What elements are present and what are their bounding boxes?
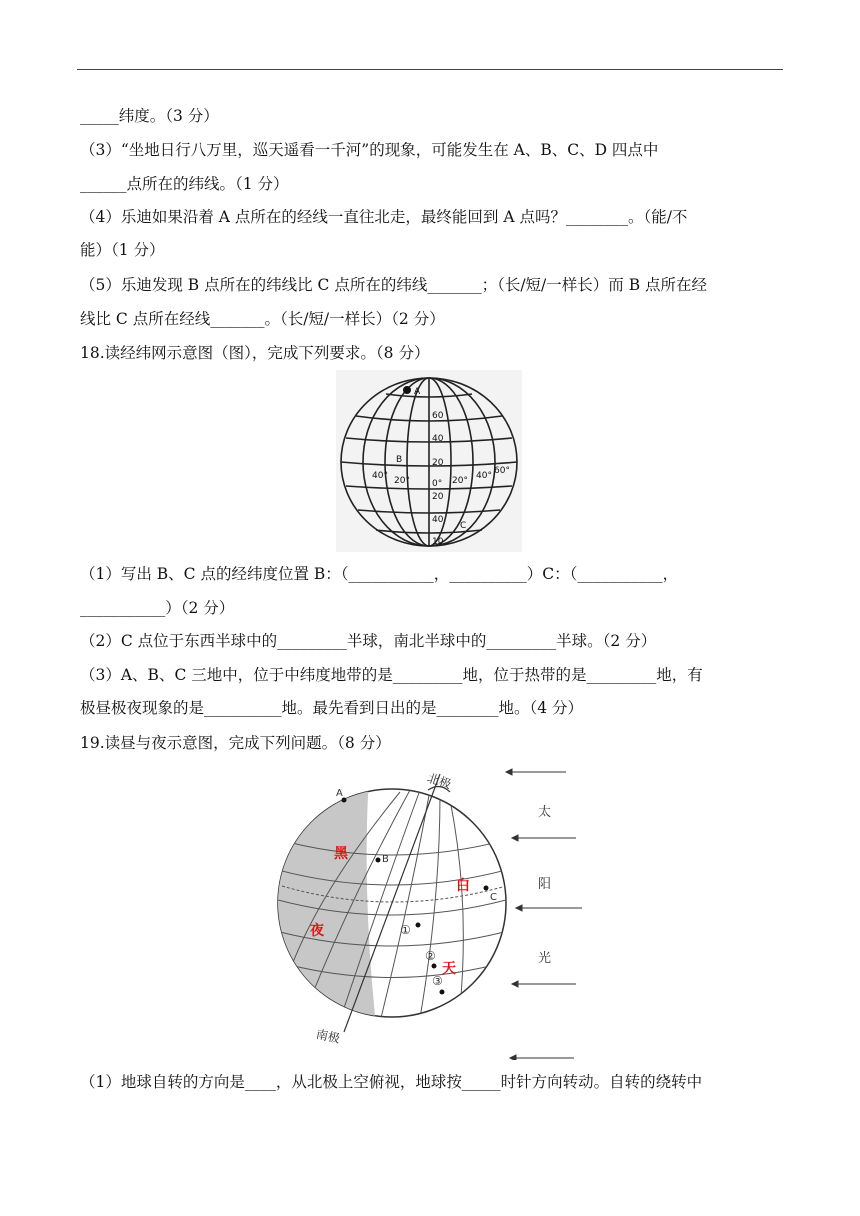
text-line-12: （3）A、B、C 三地中，位于中纬度地带的是_________地，位于热带的是_________地，有 (80, 666, 703, 684)
lon-label-4: 40° (476, 471, 492, 481)
text-line-3: ______点所在的纬线。（1 分） (80, 175, 289, 193)
day-char-1: 白 (456, 878, 470, 894)
marker-1: ① (400, 923, 411, 937)
text-line-11: （2）C 点位于东西半球中的_________半球，南北半球中的_________半球。（2 分） (80, 632, 657, 650)
point-b-label: B (382, 854, 389, 865)
sunlight-char-2: 阳 (538, 877, 552, 892)
lat-label-20n: 20 (432, 458, 444, 468)
grid-label-c: C (460, 521, 467, 531)
point-a-dot (403, 386, 411, 394)
lat-label-20s: 20 (432, 492, 444, 502)
sunlight-char-3: 光 (538, 951, 552, 966)
text-line-4: （4）乐迪如果沿着 A 点所在的经线一直往北走，最终能回到 A 点吗？________。（能/不 (80, 208, 688, 226)
point-c-label: C (490, 892, 497, 903)
grid-label-b: B (396, 455, 403, 465)
text-line-13: 极昼极夜现象的是__________地。最先看到日出的是________地。（4 分） (80, 699, 584, 717)
lon-label-2: 20° (394, 476, 410, 486)
sunlight-char-1: 太 (538, 805, 552, 820)
lat-label-40s: 40 (432, 515, 444, 525)
day-night-figure (270, 760, 590, 1060)
text-line-9: （1）写出 B、C 点的经纬度位置 B：（___________，__________）C：（___________， (80, 565, 679, 583)
day-char-2: 天 (442, 961, 456, 977)
lat-label-40: 40 (432, 434, 444, 444)
text-line-5: 能）（1 分） (80, 241, 165, 259)
text-line-6: （5）乐迪发现 B 点所在的纬线比 C 点所在的纬线_______；（长/短/一样长）而 B 点所在经 (80, 276, 708, 294)
marker-3: ③ (432, 974, 443, 988)
night-char-2: 夜 (310, 923, 324, 939)
lon-label-3: 20° (452, 476, 468, 486)
lon-label-1: 40° (372, 471, 388, 481)
lon-label-5: 60° (494, 466, 510, 476)
graticule-figure (336, 370, 522, 552)
night-char-1: 黑 (334, 846, 348, 862)
lat-label-60: 60 (432, 411, 444, 421)
point-a-label: A (336, 788, 343, 799)
north-pole-label: 北极 (425, 770, 453, 792)
question-18-heading: 18.读经纬网示意图（图），完成下列要求。（8 分） (80, 344, 430, 362)
marker-2: ② (425, 949, 436, 963)
south-pole-label: 南极 (314, 1027, 342, 1046)
text-line-10: ___________）（2 分） (80, 599, 235, 617)
lat-label-bottom: 10 (432, 537, 444, 547)
question-19-heading: 19.读昼与夜示意图，完成下列问题。（8 分） (80, 734, 391, 752)
text-line-7: 线比 C 点所在经线_______。（长/短/一样长）（2 分） (80, 310, 445, 328)
text-line-1: _____纬度。（3 分） (80, 107, 219, 125)
grid-label-a: A (414, 387, 421, 397)
header-rule (77, 69, 783, 70)
lat-label-0: 0° (432, 479, 443, 489)
text-line-2: （3）“坐地日行八万里，巡天遥看一千河”的现象，可能发生在 A、B、C、D 四点中 (80, 141, 659, 159)
text-line-15: （1）地球自转的方向是____，从北极上空俯视，地球按_____时针方向转动。自转的绕转中 (80, 1073, 703, 1091)
